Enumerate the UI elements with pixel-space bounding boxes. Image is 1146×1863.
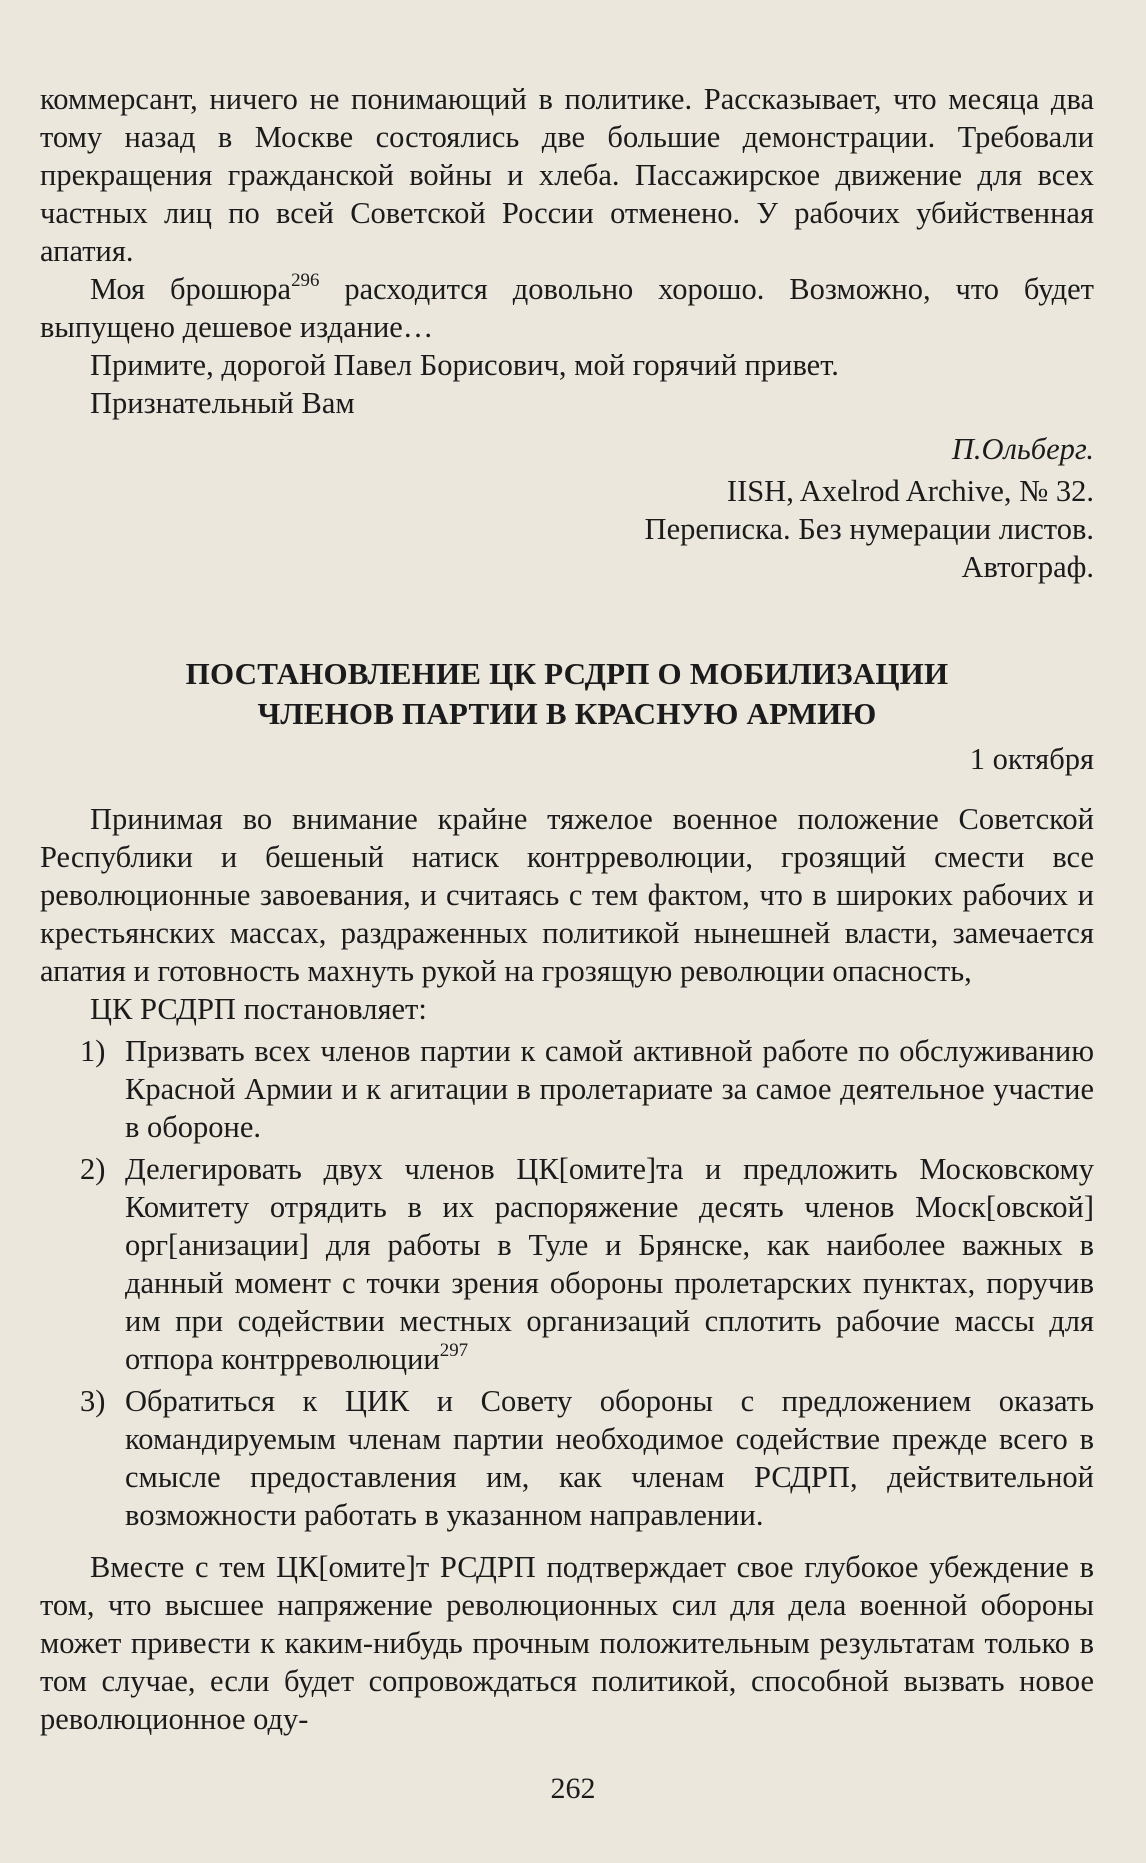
- archive-reference: [40, 472, 1094, 586]
- item-number: 1): [80, 1034, 106, 1068]
- brochure-text: Моя брошюра: [90, 272, 292, 306]
- brochure-text-rest: расходится довольно хорошо. Возможно, что будет выпущено дешевое издание…: [40, 272, 1094, 344]
- item-number: 2): [80, 1152, 106, 1186]
- item-text: Призвать всех членов партии к самой активной работе по обслуживанию Красной Армии и к агитации в пролетариате за самое деятельное участие в обороне.: [125, 1034, 1094, 1144]
- resolution-title-line: ПОСТАНОВЛЕНИЕ ЦК РСДРП О МОБИЛИЗАЦИИ: [185, 656, 949, 691]
- resolution-item: [40, 1032, 1094, 1146]
- item-number: 3): [80, 1384, 106, 1418]
- archive-line: Автограф.: [961, 550, 1094, 584]
- letter-signature: П.Ольберг.: [951, 432, 1094, 466]
- resolution-decides: ЦК РСДРП постановляет:: [90, 992, 427, 1026]
- resolution-closing-paragraph: Вместе с тем ЦК[омите]т РСДРП подтверждает свое глубокое убеждение в том, что высшее напряжение революционных сил для дела военной обороны может привести к каким-нибудь прочным положительным результатам только в том случае, если будет сопровождаться политикой, способной вызвать новое революционное оду-: [40, 1550, 1094, 1736]
- resolution-item: [40, 1150, 1094, 1378]
- letter-closing: Признательный Вам: [90, 386, 355, 420]
- resolution-title-line: ЧЛЕНОВ ПАРТИИ В КРАСНУЮ АРМИЮ: [257, 696, 877, 731]
- footnote-ref-297: 297: [439, 1339, 469, 1361]
- page-number: 262: [550, 1772, 596, 1805]
- archive-line: IISH, Axelrod Archive, № 32.: [726, 474, 1094, 508]
- resolution-date: 1 октября: [969, 742, 1094, 776]
- footnote-ref-296: 296: [291, 269, 320, 291]
- resolution-item: [40, 1382, 1094, 1534]
- item-text: Обратиться к ЦИК и Совету обороны с предложением оказать командируемым членам партии необходимое содействие прежде всего в смысле предоставления им, как членам РСДРП, действительной возможности работать в указанном направлении.: [125, 1384, 1094, 1532]
- resolution-preamble: Принимая во внимание крайне тяжелое военное положение Советской Республики и бешеный натиск контрреволюции, грозящий смести все революционные завоевания, и считаясь с тем фактом, что в широких рабочих и крестьянских массах, раздраженных политикой нынешней власти, замечается апатия и готовность махнуть рукой на грозящую революции опасность,: [40, 802, 1094, 988]
- letter-paragraph: коммерсант, ничего не понимающий в политике. Рассказывает, что месяца два тому назад в Москве состоялись две большие демонстрации. Требовали прекращения гражданской войны и хлеба. Пассажирское движение для всех частных лиц по всей Советской России отменено. У рабочих убийственная апатия.: [40, 82, 1094, 268]
- letter-greeting: Примите, дорогой Павел Борисович, мой горячий привет.: [90, 348, 839, 382]
- item-text: [125, 1150, 1094, 1378]
- resolution-items: [40, 1032, 1094, 1534]
- archive-line: Переписка. Без нумерации листов.: [644, 512, 1094, 546]
- resolution-title: [40, 654, 1094, 734]
- item-text-body: Делегировать двух членов ЦК[омите]та и предложить Московскому Комитету отрядить в их распоряжение десять членов Моск[овской] орг[анизации] для работы в Туле и Брянске, как наиболее важных в данный момент с точки зрения обороны пролетарских пунктах, поручив им при содействии местных организаций сплотить рабочие массы для отпора контрреволюции: [125, 1152, 1094, 1376]
- letter-brochure-paragraph: [40, 270, 1094, 346]
